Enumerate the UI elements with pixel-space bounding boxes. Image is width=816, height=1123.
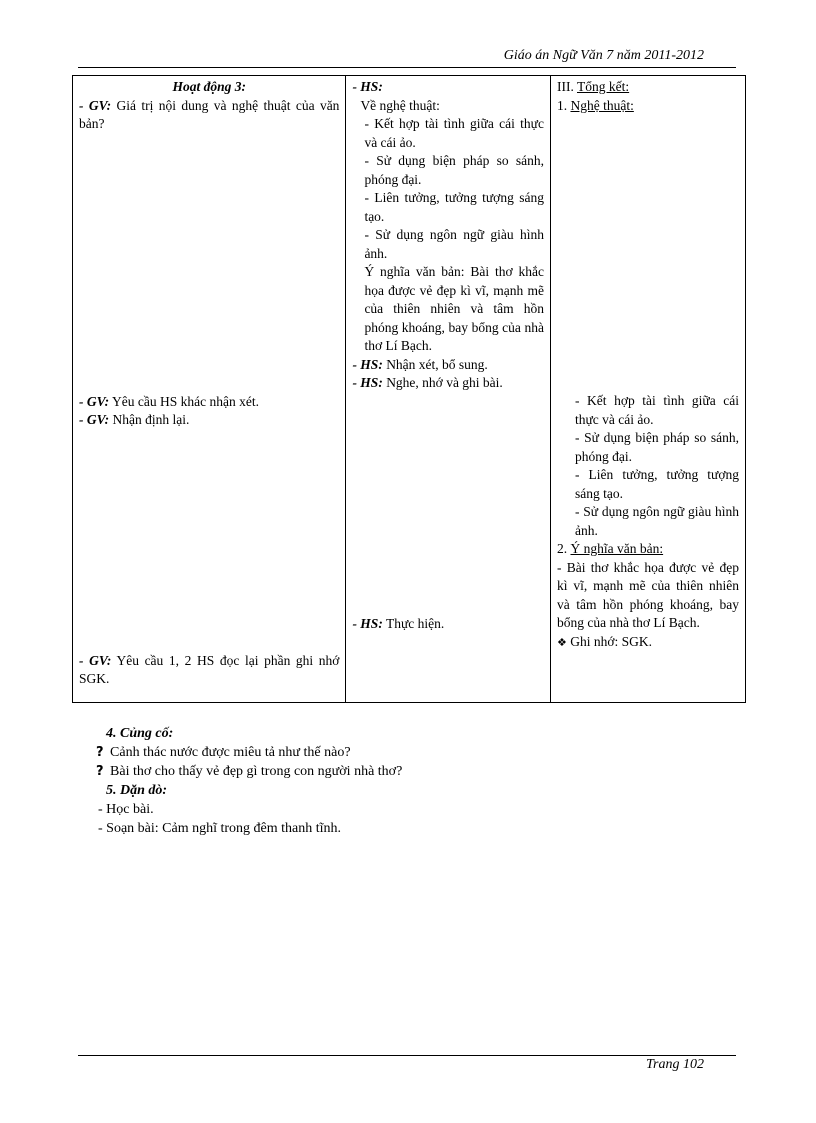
request-text: Yêu cầu HS khác nhận xét. bbox=[112, 393, 259, 409]
reading-request-text: Yêu cầu 1, 2 HS đọc lại phần ghi nhớ SGK. bbox=[79, 652, 340, 686]
student-perform bbox=[352, 615, 544, 634]
after-table-section bbox=[90, 724, 740, 838]
spacer bbox=[557, 115, 739, 392]
subsection-number: 2. bbox=[556, 541, 568, 556]
summary-heading bbox=[557, 78, 739, 97]
teacher-question-content-art bbox=[79, 97, 339, 134]
lesson-table bbox=[72, 75, 746, 703]
document-header-title: Giáo án Ngữ Văn 7 năm 2011-2012 bbox=[503, 48, 704, 63]
student-note bbox=[352, 374, 544, 393]
consolidation-question bbox=[96, 762, 740, 781]
teacher-request-comment bbox=[79, 393, 339, 412]
spacer bbox=[352, 393, 544, 615]
header-rule bbox=[78, 67, 736, 68]
question-text: Bài thơ cho thấy vẻ đẹp gì trong con người nhà thơ? bbox=[110, 764, 403, 779]
question-text: Giá trị nội dung và nghệ thuật của văn bản? bbox=[79, 97, 340, 131]
art-item: - Kết hợp tài tình giữa cái thực và cái ảo. bbox=[364, 116, 544, 150]
subsection-title: Ý nghĩa văn bản: bbox=[570, 541, 664, 556]
spacer bbox=[79, 134, 339, 393]
subsection-number: 1. bbox=[556, 97, 568, 113]
homework-heading: 5. Dặn dò: bbox=[106, 783, 168, 798]
hs-label: - HS: bbox=[352, 615, 383, 631]
gv-label: - GV: bbox=[79, 97, 112, 113]
gv-label: - GV: bbox=[79, 412, 110, 427]
art-item: - Sử dụng biện pháp so sánh, phóng đại. bbox=[574, 430, 739, 464]
hs-label: - HS: bbox=[352, 79, 383, 94]
student-note-text: Nghe, nhớ và ghi bài. bbox=[386, 375, 503, 390]
consolidation-heading: 4. Củng cố: bbox=[106, 726, 174, 741]
memo-line bbox=[557, 633, 739, 653]
teacher-column bbox=[73, 76, 346, 703]
question-mark-icon: ? bbox=[96, 764, 104, 779]
conclusion-text: Nhận định lại. bbox=[112, 412, 190, 427]
art-item: - Sử dụng ngôn ngữ giàu hình ảnh. bbox=[574, 504, 739, 538]
diamond-bullet-icon: ❖ bbox=[556, 635, 567, 649]
table-row bbox=[73, 76, 746, 703]
footer-rule bbox=[78, 1055, 736, 1056]
student-column bbox=[346, 76, 551, 703]
art-item: - Liên tưởng, tưởng tượng sáng tạo. bbox=[574, 467, 739, 501]
teacher-reading-request bbox=[79, 652, 339, 689]
section-number: III. bbox=[556, 79, 574, 94]
art-item: - Sử dụng ngôn ngữ giàu hình ảnh. bbox=[364, 227, 544, 261]
section-title: Tổng kết: bbox=[577, 79, 630, 94]
meaning-text: - Bài thơ khắc họa được vẻ đẹp kì vĩ, mạnh mẽ của thiên nhiên và tâm hồn phóng khoáng, bay bổng của nhà thơ Lí Bạch. bbox=[556, 559, 739, 630]
subsection-title: Nghệ thuật: bbox=[570, 97, 634, 113]
hs-label: - HS: bbox=[352, 356, 383, 372]
meaning-subheading bbox=[557, 540, 739, 559]
page-number: Trang 102 bbox=[646, 1057, 704, 1072]
gv-label: - GV: bbox=[79, 393, 110, 409]
homework-item: - Soạn bài: Cảm nghĩ trong đêm thanh tĩnh. bbox=[98, 821, 342, 836]
art-subheading bbox=[557, 97, 739, 116]
meaning-paragraph: Ý nghĩa văn bản: Bài thơ khắc họa được vẻ đẹp kì vĩ, mạnh mẽ của thiên nhiên và tâm hồn phóng khoáng, bay bổng của nhà thơ Lí Bạch. bbox=[364, 264, 544, 353]
art-item: - Liên tưởng, tưởng tượng sáng tạo. bbox=[364, 190, 544, 224]
art-item: - Sử dụng biện pháp so sánh, phóng đại. bbox=[364, 153, 544, 187]
question-text: Cảnh thác nước được miêu tả như thế nào? bbox=[110, 745, 351, 760]
spacer bbox=[79, 430, 339, 652]
gv-label: - GV: bbox=[79, 652, 112, 668]
hs-label: - HS: bbox=[352, 375, 383, 390]
art-item: - Kết hợp tài tình giữa cái thực và cái ảo. bbox=[574, 393, 739, 427]
question-mark-icon: ? bbox=[96, 745, 104, 760]
summary-column bbox=[550, 76, 745, 703]
student-comment-text: Nhận xét, bổ sung. bbox=[386, 356, 488, 372]
memo-text: Ghi nhớ: SGK. bbox=[570, 633, 653, 649]
teacher-conclusion bbox=[79, 411, 339, 430]
student-perform-text: Thực hiện. bbox=[385, 615, 445, 631]
student-comment bbox=[352, 356, 544, 375]
activity-title: Hoạt động 3: bbox=[172, 79, 246, 94]
homework-item: - Học bài. bbox=[98, 802, 154, 817]
art-heading: Về nghệ thuật: bbox=[360, 97, 440, 113]
consolidation-question bbox=[96, 743, 740, 762]
